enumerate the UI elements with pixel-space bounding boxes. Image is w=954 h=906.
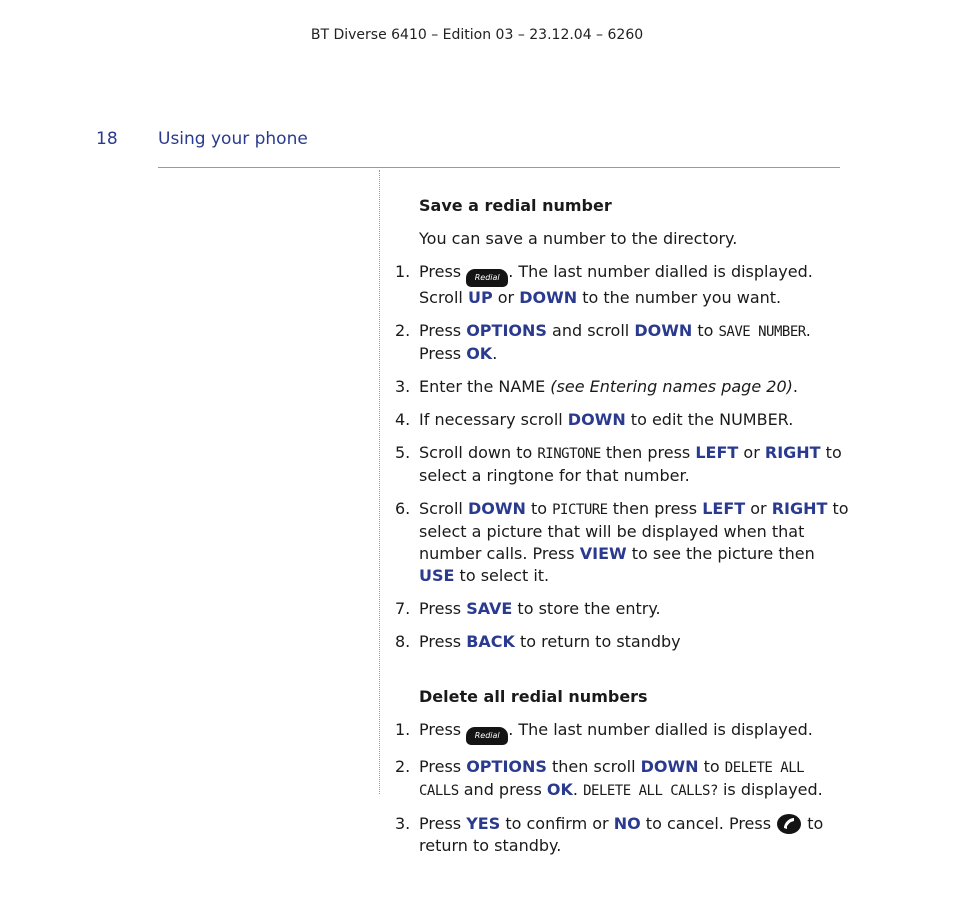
keyword: RIGHT (764, 443, 821, 462)
header-rule (158, 167, 840, 168)
keyword: UP (467, 288, 493, 307)
keyword: LEFT (702, 499, 746, 518)
section-title: Using your phone (158, 129, 308, 149)
document-header: BT Diverse 6410 – Edition 03 – 23.12.04 – 6260 (310, 27, 644, 43)
save-redial-heading: Save a redial number (419, 196, 612, 215)
page-reference: (see Entering names page 20) (550, 377, 793, 396)
keyword: DOWN (567, 410, 626, 429)
step-number: 5. (395, 443, 411, 462)
list-item: 8. Press BACK to return to standby (395, 632, 681, 651)
column-divider (379, 170, 380, 794)
step-number: 7. (395, 599, 411, 618)
keyword: NO (613, 814, 641, 833)
keyword: SAVE (466, 599, 513, 618)
keyword: YES (466, 814, 501, 833)
save-redial-steps (395, 261, 849, 653)
display-text: RINGTONE (537, 446, 601, 462)
display-text: DELETE ALL CALLS (419, 760, 805, 799)
keyword: DOWN (467, 499, 526, 518)
keyword: OK (466, 344, 493, 363)
delete-redial-steps (395, 719, 849, 857)
list-item: 3. Press YES to confirm or NO to cancel. Press to return to standby. (395, 814, 824, 855)
step-number: 3. (395, 814, 411, 833)
delete-redial-heading: Delete all redial numbers (419, 687, 648, 706)
display-text: DELETE ALL CALLS? (583, 783, 718, 799)
page-number: 18 (96, 129, 118, 149)
step-number: 8. (395, 632, 411, 651)
list-item: 1. Press Redial . The last number dialled is displayed. (419, 719, 849, 745)
list-item: 5. Scroll down to RINGTONE then press LEFT or RIGHT to select a ringtone for that number. (395, 443, 842, 485)
list-item: 4. If necessary scroll DOWN to edit the NUMBER. (395, 410, 794, 429)
step-number: 4. (395, 410, 411, 429)
save-redial-intro: You can save a number to the directory. (419, 229, 738, 248)
keyword: DOWN (519, 288, 578, 307)
list-item: 1. Press Redial . The last number dialled is displayed. Scroll UP or DOWN to the number you want. (395, 262, 813, 307)
keyword: OPTIONS (466, 757, 547, 776)
step-number: 3. (395, 377, 411, 396)
redial-button-icon: Redial (466, 269, 508, 287)
keyword: BACK (466, 632, 515, 651)
step-number: 2. (395, 321, 411, 340)
list-item: 2. Press OPTIONS and scroll DOWN to SAVE NUMBER. Press OK. (395, 321, 811, 363)
list-item: 3. Enter the NAME (see Entering names page 20). (395, 377, 798, 396)
step-number: 1. (395, 262, 411, 281)
keyword: DOWN (640, 757, 699, 776)
section-spacer (419, 664, 849, 686)
step-number: 1. (395, 720, 411, 739)
end-call-icon (776, 813, 802, 835)
keyword: VIEW (579, 544, 627, 563)
list-item: 7. Press SAVE to store the entry. (395, 599, 661, 618)
keyword: LEFT (695, 443, 739, 462)
step-number: 6. (395, 499, 411, 518)
main-content (395, 195, 849, 868)
keyword: OK (546, 780, 573, 799)
step-number: 2. (395, 757, 411, 776)
display-text: SAVE NUMBER (718, 324, 806, 340)
redial-button-icon: Redial (466, 727, 508, 745)
keyword: RIGHT (771, 499, 828, 518)
display-text: PICTURE (552, 502, 608, 518)
keyword: USE (419, 566, 455, 585)
list-item: 2. Press OPTIONS then scroll DOWN to DELETE ALL CALLS and press OK. DELETE ALL CALLS? is displayed. (395, 757, 823, 799)
keyword: DOWN (634, 321, 693, 340)
list-item: 6. Scroll DOWN to PICTURE then press LEFT or RIGHT to select a picture that will be displayed when that number calls. Press VIEW to see the picture then USE to select it. (395, 499, 849, 585)
keyword: OPTIONS (466, 321, 547, 340)
